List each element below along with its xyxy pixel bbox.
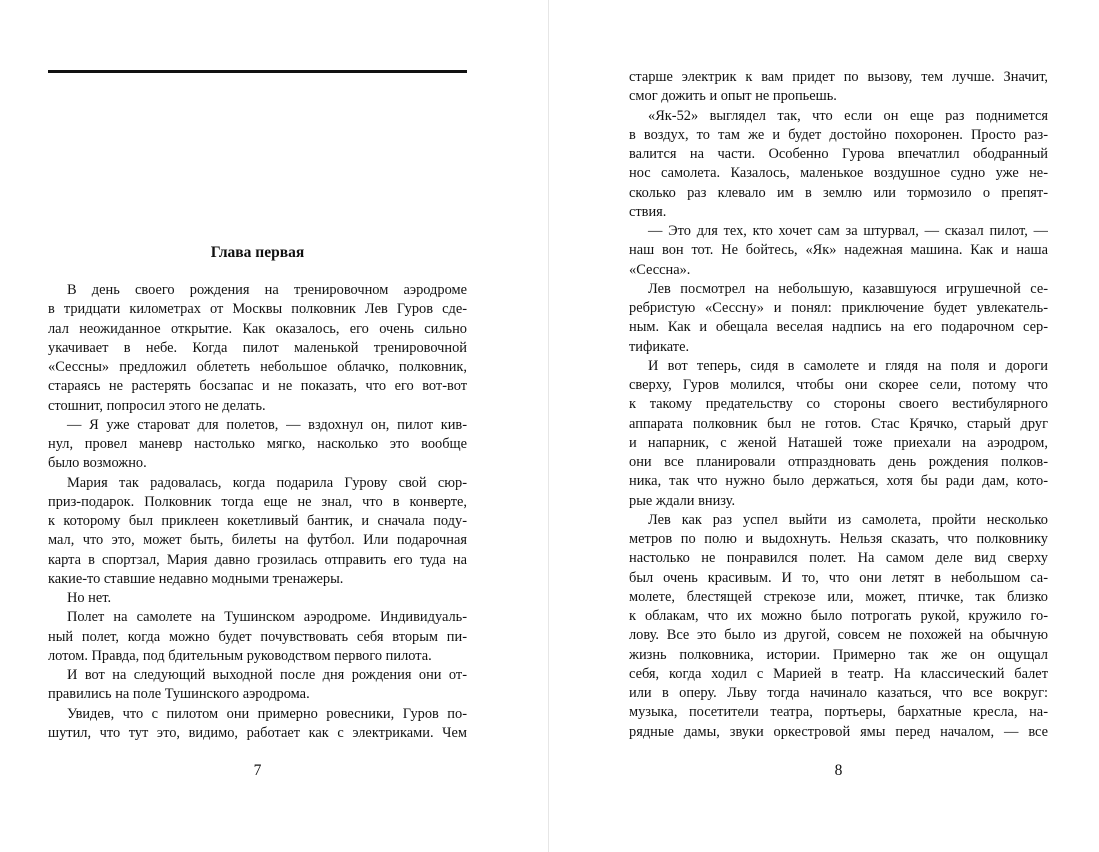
text-line: к такому предательству со стороны своего вестибулярного — [629, 396, 1048, 413]
text-line: — Я уже староват для полетов, — вздохнул он, пилот кив- — [67, 416, 467, 433]
text-line: ника, так что нужно было держаться, хотя бы ради дам, кото- — [629, 473, 1048, 490]
text-line: к которому был приклеен кокетливый бантик, и сначала поду- — [48, 513, 467, 529]
right-page — [629, 0, 1049, 852]
text-line: сверху, Гуров молился, чтобы они скорее сели, потому что — [629, 377, 1048, 393]
text-line: И вот на следующий выходной после дня рождения они от- — [67, 667, 467, 683]
text-line: стошнит, попросил этого не делать. — [48, 397, 266, 414]
text-line: настолько не понравился полет. На самом деле вид сверху — [629, 550, 1048, 567]
text-line: шутил, что тут это, видимо, работает как с электриками. Чем — [48, 724, 467, 741]
text-line: И вот теперь, сидя в самолете и глядя на поля и дороги — [648, 357, 1048, 374]
text-line: Лев посмотрел на небольшую, казавшуюся игрушечной се- — [648, 280, 1048, 297]
text-line: было возможно. — [48, 455, 147, 472]
text-line: «Як-52» выглядел так, что если он еще раз поднимется — [648, 107, 1048, 124]
text-line: старше электрик к вам придет по вызову, тем лучше. Значит, — [629, 69, 1048, 85]
text-line: сколько раз клевало им в землю или тормозило о препят- — [629, 184, 1048, 201]
text-line: тификате. — [629, 338, 690, 355]
top-rule — [48, 70, 467, 73]
text-line: смог дожить и опыт не пропьешь. — [629, 88, 837, 105]
text-line: музыка, посетители театра, портьеры, бархатные кресла, на- — [629, 704, 1048, 721]
text-line: какие-то ставшие недавно модными тренажеры. — [48, 570, 344, 587]
text-line: ствия. — [629, 203, 667, 220]
text-line: приз-подарок. Полковник тогда еще не знал, что в конверте, — [48, 493, 467, 510]
text-line: валится на части. Особенно Гурова впечатлил ободранный — [629, 146, 1048, 162]
text-line: или в оперу. Льву тогда начинало казаться, что все вокруг: — [629, 685, 1048, 701]
text-line: ным. Как и обещала веселая надпись на его подарочном сер- — [629, 319, 1048, 336]
left-page-body — [48, 281, 467, 743]
text-line: стараясь не растерять босзапас и не показать, что его вот-вот — [48, 378, 467, 395]
text-line: — Это для тех, кто хочет сам за штурвал, — сказал пилот, — — [648, 223, 1048, 239]
text-line: молете, блестящей стрекозе или, может, птичке, так близко — [629, 588, 1048, 605]
text-line: укачивает в небе. Когда пилот маленькой тренировочной — [48, 339, 467, 356]
text-line: лал неожиданное открытие. Как оказалось, его очень сильно — [48, 320, 467, 337]
text-line: Мария так радовалась, когда подарила Гурову свой сюр- — [67, 474, 467, 491]
text-line: нос самолета. Казалось, маленькое воздушное судно уже не- — [629, 165, 1048, 182]
text-line: нул, провел маневр настолько мягко, насколько это вообще — [48, 436, 467, 452]
text-line: Лев как раз успел выйти из самолета, пройти несколько — [648, 511, 1048, 528]
text-line: рядные дамы, звуки оркестровой ямы перед началом, — все — [629, 723, 1048, 740]
text-line: жизнь полковника, истории. Примерно так же он ощущал — [629, 646, 1048, 663]
text-line: они все планировали отпраздновать день рождения полков- — [629, 454, 1048, 470]
text-line: был очень красивым. И то, что они летят в небольшом са- — [629, 569, 1048, 586]
text-line: «Сессны» предложил облететь небольшое облачко, полковник, — [48, 359, 467, 375]
text-line: лотом. Правда, под бдительным руководством первого пилота. — [48, 647, 432, 664]
text-line: в воздух, то там же и будет достойно похоронен. Просто раз- — [629, 126, 1048, 143]
text-line: Полет на самолете на Тушинском аэродроме. Индивидуаль- — [67, 609, 467, 626]
page-number-left: 7 — [253, 762, 262, 779]
text-line: правились на поле Тушинского аэродрома. — [48, 686, 310, 703]
text-line: себя, когда ходил с Марией в театр. На классический балет — [629, 665, 1048, 682]
text-line: наш вон тот. Не бойтесь, «Як» надежная машина. Как и наша — [629, 242, 1048, 259]
text-line: в тридцати километрах от Москвы полковник Лев Гуров сде- — [48, 301, 467, 318]
text-line: карта в спортзал, Мария давно грозилась отправить его туда на — [48, 551, 467, 568]
text-line: ребристую «Сессну» и понял: приключение будет увлекатель- — [629, 300, 1048, 316]
text-line: мал, что это, может быть, билеты на футбол. Или подарочная — [48, 532, 467, 549]
text-line: Увидев, что с пилотом они примерно ровесники, Гуров по- — [67, 705, 467, 722]
text-line: Но нет. — [67, 590, 112, 606]
text-line: В день своего рождения на тренировочном аэродроме — [67, 282, 467, 298]
text-line: лову. Все это было из другой, совсем не похожей на обычную — [629, 627, 1048, 644]
page-number-right: 8 — [834, 762, 843, 779]
right-page-body — [629, 68, 1048, 742]
text-line: ный полет, когда можно будет почувствовать себя вторым пи- — [48, 628, 467, 645]
chapter-title: Глава первая — [210, 244, 305, 261]
text-line: рые ждали внизу. — [629, 492, 736, 509]
left-page — [48, 0, 468, 852]
text-line: метров по полю и выдохнуть. Нельзя сказать, что полковнику — [629, 531, 1048, 547]
text-line: «Сессна». — [629, 261, 691, 278]
text-line: к облакам, что их можно было потрогать рукой, кружило го- — [629, 608, 1048, 624]
page-gutter — [548, 0, 549, 852]
text-line: аппарата полковник был не готов. Стас Крячко, старый друг — [629, 415, 1048, 432]
text-line: и напарник, с женой Наташей тоже приехали на аэродром, — [629, 434, 1048, 451]
